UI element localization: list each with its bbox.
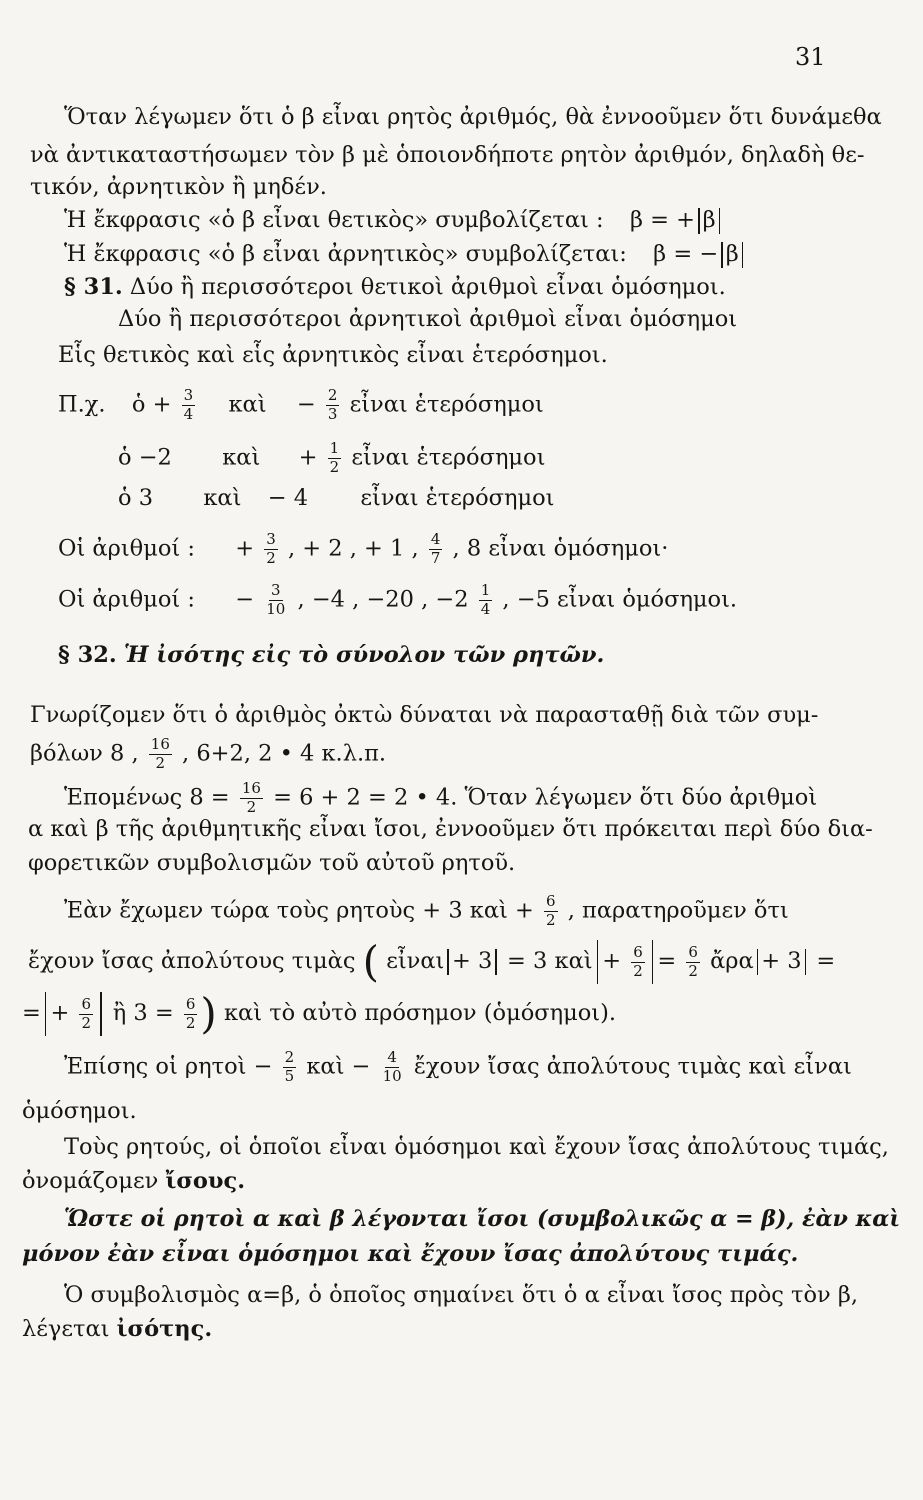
p2-b: = 6 + 2 = 2 • 4. Ὅταν λέγωμεν ὅτι δύο ἀριθμοὶ — [273, 784, 818, 811]
p3-l3-b: + — [50, 1000, 70, 1026]
definition-line-1: Ὥστε οἱ ρητοὶ α καὶ β λέγονται ἴσοι (συμβολικῶς α = β), ἐὰν καὶ — [64, 1206, 901, 1232]
p3-l3-fraction-1 — [79, 994, 93, 1032]
p3-fraction — [544, 894, 558, 929]
ex2-kai: καὶ — [222, 444, 261, 471]
s32-p2-line-3: φορετικῶν συμβολισμῶν τοῦ αὐτοῦ ρητοῦ. — [28, 850, 516, 876]
p5-l2-b: ἴσους. — [165, 1168, 246, 1194]
abs-bar-large — [652, 940, 654, 984]
s32-p4-line-1 — [64, 1050, 852, 1085]
p4-f1-num: 2 — [284, 1048, 295, 1066]
ex4-fraction-1 — [264, 532, 278, 567]
ex1-minus: − — [296, 391, 316, 418]
ex3-a: ὁ 3 — [118, 485, 154, 511]
p1-f-num: 16 — [150, 735, 170, 753]
example-4 — [58, 532, 668, 567]
ex5-fraction-2 — [479, 583, 493, 618]
ex1-f2-den: 3 — [327, 404, 338, 423]
abs-bar — [719, 208, 721, 234]
ex4-f1-num: 3 — [266, 530, 276, 548]
ex5-f1-den: 10 — [266, 599, 286, 618]
intro-line-1: Ὅταν λέγωμεν ὅτι ὁ β εἶναι ρητὸς ἀριθμός, θὰ ἐννοοῦμεν ὅτι δυνάμεθα — [64, 104, 882, 130]
ex4-f2-den: 7 — [430, 548, 441, 567]
ex4-plus: + — [235, 535, 255, 562]
p2-f-num: 16 — [241, 779, 261, 797]
p3-l2-a: ἔχουν ἴσας ἀπολύτους τιμὰς — [28, 948, 356, 974]
ex1-fraction-2 — [326, 388, 340, 423]
p3-open-paren: ( — [362, 937, 380, 986]
ex1-f1-den: 4 — [183, 404, 194, 423]
positive-var: β — [702, 206, 716, 233]
example-5 — [58, 583, 737, 618]
section-31-title: Δύο ἢ περισσότεροι θετικοὶ ἀριθμοὶ εἶναι ὁμόσημοι. — [129, 274, 726, 300]
section-31-label: § 31. — [64, 274, 123, 300]
ex1-prefix: Π.χ. — [58, 391, 106, 418]
p3-l2-c: + 3 — [451, 948, 493, 974]
p4-fraction-1 — [283, 1050, 297, 1085]
definition-line-2: μόνον ἐὰν εἶναι ὁμόσημοι καὶ ἔχουν ἴσας ἀπολύτους τιμάς. — [22, 1241, 799, 1267]
ex2-fraction — [328, 441, 342, 476]
s32-p2-line-2: α καὶ β τῆς ἀριθμητικῆς εἶναι ἴσοι, ἐννοοῦμεν ὅτι πρόκειται περὶ δύο δια- — [28, 816, 873, 842]
p1-l2-b: , 6+2, 2 • 4 κ.λ.π. — [182, 740, 387, 767]
intro-line-3: τικόν, ἀρνητικὸν ἢ μηδέν. — [30, 174, 327, 200]
ex3-b: − 4 — [267, 485, 309, 511]
p4-f2-den: 10 — [382, 1066, 402, 1085]
negative-definition — [64, 242, 746, 268]
p3-close-paren: ) — [200, 989, 217, 1038]
abs-bar-large — [45, 992, 47, 1036]
p3-l2-b: εἶναι — [386, 948, 445, 974]
section-32-heading — [58, 644, 604, 667]
page-number: 31 — [795, 43, 826, 71]
section-31-line-3: Εἷς θετικὸς καὶ εἷς ἀρνητικὸς εἶναι ἑτερόσημοι. — [58, 342, 608, 368]
p3-l3-a: = — [22, 1000, 41, 1026]
section-32-title: Ἡ ἰσότης εἰς τὸ σύνολον τῶν ρητῶν. — [123, 642, 605, 668]
ex2-f-num: 1 — [329, 439, 340, 457]
p3-l2-j: = — [816, 948, 836, 974]
s32-p4-line-2: ὁμόσημοι. — [22, 1098, 137, 1124]
p4-fraction-2 — [381, 1050, 404, 1085]
s32-p3-line-3 — [22, 989, 617, 1038]
s32-p5-line-2 — [22, 1170, 245, 1193]
p4-f1-den: 5 — [284, 1066, 295, 1085]
example-2 — [118, 441, 545, 476]
ex5-mid: , −4 , −20 , −2 — [297, 586, 469, 613]
p2-a: Ἑπομένως 8 = — [64, 784, 230, 811]
ex1-f1-num: 3 — [183, 386, 194, 404]
p4-f2-num: 4 — [387, 1048, 397, 1066]
ex1-f2-num: 2 — [327, 386, 338, 404]
positive-text: Ἡ ἔκφρασις «ὁ β εἶναι θετικὸς» συμβολίζεται : — [64, 206, 604, 233]
p1-fraction — [149, 737, 172, 772]
p2-fraction — [240, 781, 263, 816]
ex5-f2-num: 1 — [480, 581, 491, 599]
ex5-end: , −5 εἶναι ὁμόσημοι. — [502, 586, 738, 613]
p3-l3-c: ἢ 3 = — [112, 1000, 174, 1026]
p4-a: Ἐπίσης οἱ ρητοὶ − — [64, 1053, 273, 1080]
ex4-label: Οἱ ἀριθμοί : — [58, 535, 195, 562]
end-l2-a: λέγεται — [22, 1316, 110, 1342]
p3-a: Ἐὰν ἔχωμεν τώρα τοὺς ρητοὺς + 3 καὶ + — [64, 897, 534, 924]
ex2-a: ὁ −2 — [118, 444, 172, 471]
ex4-fraction-2 — [429, 532, 443, 567]
end-l2-b: ἰσότης. — [116, 1316, 213, 1342]
p3-l2-i: + 3 — [761, 948, 802, 974]
example-1 — [58, 388, 544, 423]
ex4-mid: , + 2 , + 1 , — [287, 535, 419, 562]
p3-l2-f2-num: 6 — [688, 942, 698, 961]
ex1-end: εἶναι ἑτερόσημοι — [349, 391, 544, 418]
ex1-kai: καὶ — [228, 391, 267, 418]
p4-c: ἔχουν ἴσας ἀπολύτους τιμὰς καὶ εἶναι — [413, 1053, 852, 1080]
p3-l3-f1-den: 2 — [81, 1013, 92, 1032]
p3-l2-f1-num: 6 — [633, 942, 643, 961]
s32-p3-line-1 — [64, 894, 789, 929]
negative-var: β — [725, 240, 739, 267]
ex5-f1-num: 3 — [271, 581, 281, 599]
abs-bar-large — [597, 940, 599, 984]
ex5-f2-den: 4 — [480, 599, 491, 618]
p3-l2-fraction-1 — [631, 942, 645, 980]
s32-p1-line-1: Γνωρίζομεν ὅτι ὁ ἀριθμὸς ὀκτὼ δύναται νὰ παρασταθῇ διὰ τῶν συμ- — [30, 702, 819, 728]
abs-bar — [742, 242, 744, 268]
p3-l3-d: καὶ τὸ αὐτὸ πρόσημον (ὁμόσημοι). — [223, 1000, 617, 1026]
ex4-f2-num: 4 — [430, 530, 441, 548]
abs-bar — [447, 949, 449, 975]
section-32-label: § 32. — [58, 642, 117, 668]
p3-l2-f2-den: 2 — [688, 961, 698, 980]
positive-formula: β = + — [629, 206, 695, 233]
section-31-line-2: Δύο ἢ περισσότεροι ἀρνητικοὶ ἀριθμοὶ εἶναι ὁμόσημοι — [118, 306, 738, 332]
ex5-fraction-1 — [264, 583, 287, 618]
ex2-f-den: 2 — [329, 457, 340, 476]
p3-f-den: 2 — [546, 910, 556, 929]
negative-formula: β = − — [653, 240, 719, 267]
closing-line-2 — [22, 1318, 212, 1341]
p3-l3-f2-num: 6 — [185, 994, 196, 1013]
p3-l2-g: = — [657, 948, 677, 974]
abs-bar — [698, 208, 700, 234]
p1-f-den: 2 — [155, 753, 166, 772]
abs-bar — [805, 949, 807, 975]
p3-f-num: 6 — [546, 892, 556, 910]
ex2-plus: + — [298, 444, 318, 471]
s32-p2-line-1 — [64, 781, 817, 816]
ex3-kai: καὶ — [203, 485, 242, 511]
p2-f-den: 2 — [246, 797, 257, 816]
p3-l2-fraction-2 — [686, 942, 700, 980]
example-3 — [118, 487, 554, 510]
p5-l2-a: ὀνομάζομεν — [22, 1168, 159, 1194]
abs-bar — [495, 949, 497, 975]
p3-l2-h: ἄρα — [710, 948, 754, 974]
p3-l3-f2-den: 2 — [185, 1013, 196, 1032]
ex4-f1-den: 2 — [266, 548, 276, 567]
ex1-a: ὁ + — [131, 391, 172, 418]
p4-b: καὶ − — [306, 1053, 371, 1080]
ex5-label: Οἱ ἀριθμοί : — [58, 586, 195, 613]
p3-b: , παρατηροῦμεν ὅτι — [567, 897, 789, 924]
p3-l3-f1-num: 6 — [81, 994, 92, 1013]
abs-bar — [721, 242, 723, 268]
ex2-end: εἶναι ἑτερόσημοι — [351, 444, 546, 471]
ex1-fraction-1 — [182, 388, 196, 423]
ex4-end: , 8 εἶναι ὁμόσημοι· — [452, 535, 669, 562]
abs-bar — [757, 949, 759, 975]
abs-bar-large — [100, 992, 102, 1036]
ex3-end: εἶναι ἑτερόσημοι — [360, 485, 555, 511]
p3-l2-e: + — [602, 948, 622, 974]
closing-line-1: Ὁ συμβολισμὸς α=β, ὁ ὁποῖος σημαίνει ὅτι ὁ α εἶναι ἴσος πρὸς τὸν β, — [64, 1282, 859, 1308]
p3-l2-d: = 3 καὶ — [507, 948, 593, 974]
s32-p5-line-1: Τοὺς ρητούς, οἱ ὁποῖοι εἶναι ὁμόσημοι καὶ ἔχουν ἴσας ἀπολύτους τιμάς, — [64, 1134, 889, 1160]
section-31-heading — [64, 276, 726, 299]
s32-p1-line-2 — [30, 737, 386, 772]
intro-line-2: νὰ ἀντικαταστήσωμεν τὸν β μὲ ὁποιονδήποτε ρητὸν ἀριθμόν, δηλαδὴ θε- — [30, 142, 865, 168]
ex5-minus: − — [235, 586, 255, 613]
p1-l2-a: βόλων 8 , — [30, 740, 139, 767]
positive-definition — [64, 208, 723, 234]
negative-text: Ἡ ἔκφρασις «ὁ β εἶναι ἀρνητικὸς» συμβολίζεται: — [64, 240, 627, 267]
p3-l3-fraction-2 — [184, 994, 198, 1032]
s32-p3-line-2 — [28, 937, 836, 986]
p3-l2-f1-den: 2 — [633, 961, 643, 980]
